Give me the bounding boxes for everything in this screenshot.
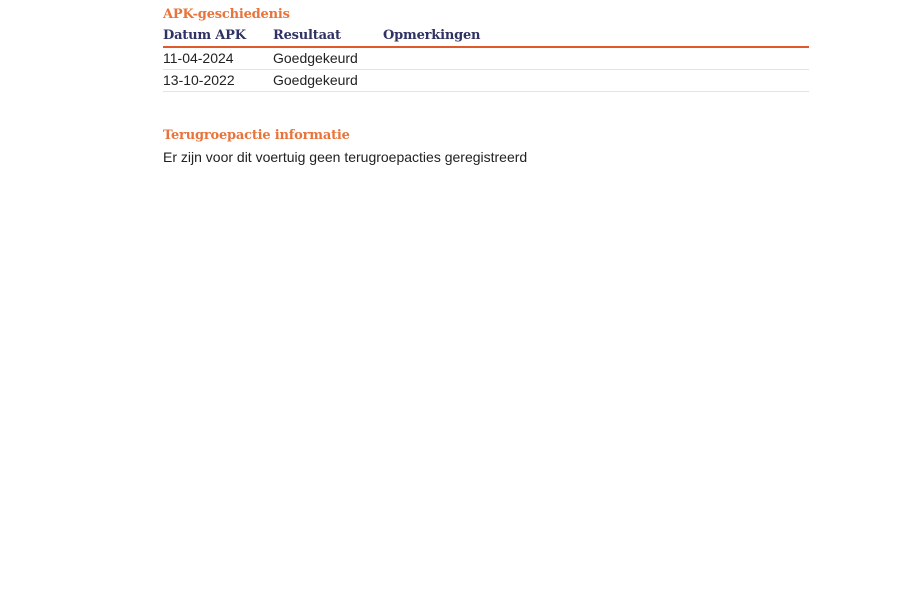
recall-info-message: Er zijn voor dit voertuig geen terugroepacties geregistreerd xyxy=(163,149,528,165)
cell-result: Goedgekeurd xyxy=(273,70,383,92)
column-header-date: Datum APK xyxy=(163,28,273,47)
cell-result: Goedgekeurd xyxy=(273,47,383,70)
recall-info-section xyxy=(163,128,809,166)
recall-info-heading: Terugroepactie informatie xyxy=(163,128,350,143)
apk-history-section xyxy=(163,7,809,92)
apk-history-heading: APK-geschiedenis xyxy=(163,7,290,22)
table-header-row xyxy=(163,28,809,47)
cell-remarks xyxy=(383,70,809,92)
column-header-remarks: Opmerkingen xyxy=(383,28,809,47)
table-row xyxy=(163,70,809,92)
column-header-result: Resultaat xyxy=(273,28,383,47)
apk-history-table xyxy=(163,28,809,92)
cell-remarks xyxy=(383,47,809,70)
cell-date: 11-04-2024 xyxy=(163,47,273,70)
cell-date: 13-10-2022 xyxy=(163,70,273,92)
table-row xyxy=(163,47,809,70)
